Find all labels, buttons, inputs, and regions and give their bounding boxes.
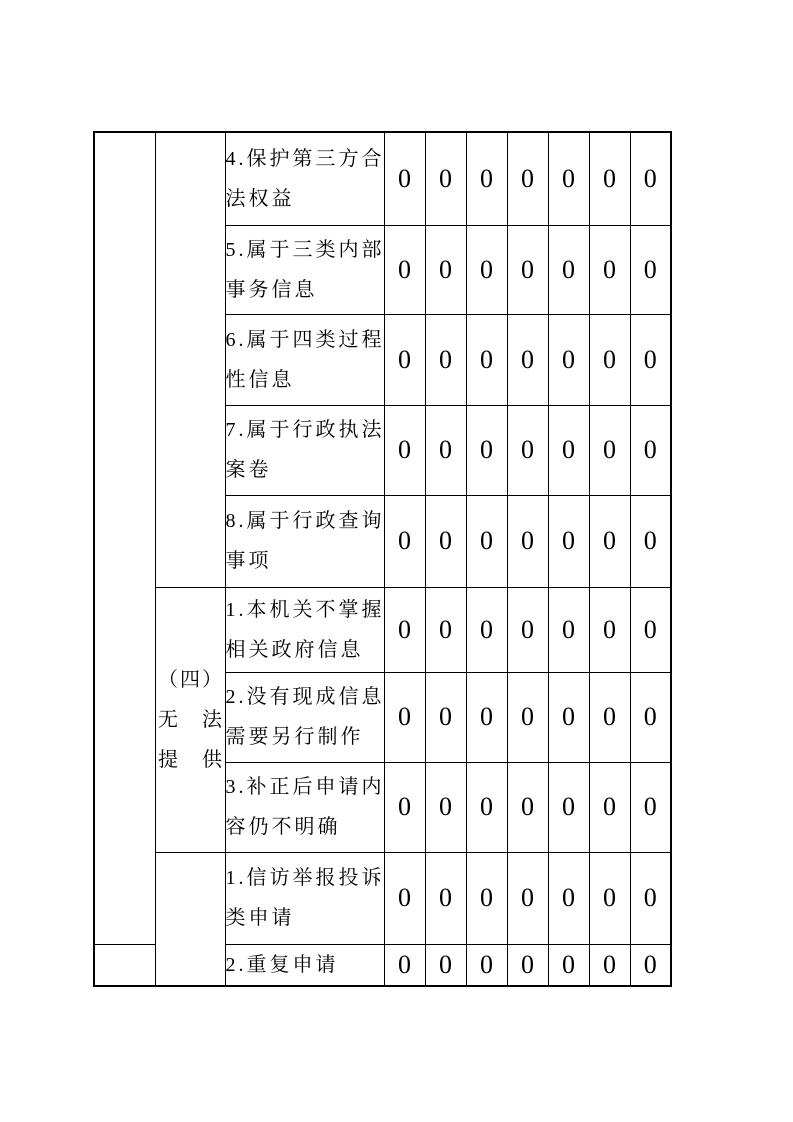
value-cell: 0 — [466, 225, 507, 314]
value-cell: 0 — [384, 314, 425, 405]
table-row — [94, 587, 671, 672]
value-cell: 0 — [630, 314, 671, 405]
value-cell: 0 — [548, 852, 589, 944]
value-cell: 0 — [630, 852, 671, 944]
group-label-cell — [155, 587, 225, 852]
row-label-line: 1.本机关不掌握 — [225, 598, 385, 621]
value-cell: 0 — [384, 944, 425, 986]
value-cell: 0 — [466, 672, 507, 762]
value-cell: 0 — [507, 405, 548, 495]
row-label-line: 事务信息 — [225, 278, 318, 301]
value-cell: 0 — [589, 132, 630, 225]
value-cell: 0 — [384, 225, 425, 314]
value-cell: 0 — [507, 132, 548, 225]
row-label-cell — [225, 944, 384, 986]
row-label-cell — [225, 405, 384, 495]
value-cell: 0 — [548, 762, 589, 852]
row-label-line: 性信息 — [225, 368, 295, 391]
value-cell: 0 — [425, 944, 466, 986]
row-label-cell — [225, 672, 384, 762]
value-cell: 0 — [630, 762, 671, 852]
group-label-line: 提供 — [158, 748, 222, 771]
value-cell: 0 — [548, 405, 589, 495]
row-label-line: 相关政府信息 — [225, 638, 364, 661]
value-cell: 0 — [384, 495, 425, 587]
group-cell-empty-upper — [155, 132, 225, 587]
value-cell: 0 — [384, 852, 425, 944]
table-row — [94, 852, 671, 944]
row-label-line: 8.属于行政查询 — [225, 510, 385, 532]
row-label-line: 1.信访举报投诉 — [225, 867, 385, 889]
value-cell: 0 — [425, 762, 466, 852]
value-cell: 0 — [384, 587, 425, 672]
row-label-line: 2.没有现成信息 — [225, 686, 385, 708]
value-cell: 0 — [589, 225, 630, 314]
value-cell: 0 — [425, 495, 466, 587]
value-cell: 0 — [507, 852, 548, 944]
value-cell: 0 — [384, 672, 425, 762]
value-cell: 0 — [466, 132, 507, 225]
value-cell: 0 — [507, 672, 548, 762]
outer-category-cell-empty — [94, 132, 155, 944]
value-cell: 0 — [507, 225, 548, 314]
group-cell-empty-lower — [155, 852, 225, 986]
value-cell: 0 — [466, 495, 507, 587]
row-label-cell — [225, 587, 384, 672]
value-cell: 0 — [589, 762, 630, 852]
row-label-line: 2.重复申请 — [225, 953, 339, 976]
value-cell: 0 — [466, 944, 507, 986]
value-cell: 0 — [384, 132, 425, 225]
row-label-cell — [225, 225, 384, 314]
value-cell: 0 — [384, 762, 425, 852]
row-label-line: 案卷 — [225, 459, 272, 481]
value-cell: 0 — [384, 405, 425, 495]
value-cell: 0 — [589, 587, 630, 672]
row-label-line: 5.属于三类内部 — [225, 238, 385, 261]
value-cell: 0 — [630, 587, 671, 672]
row-label-line: 法权益 — [225, 187, 295, 210]
table-row — [94, 132, 671, 225]
row-label-line: 事项 — [225, 550, 272, 572]
value-cell: 0 — [548, 495, 589, 587]
value-cell: 0 — [507, 944, 548, 986]
value-cell: 0 — [425, 852, 466, 944]
value-cell: 0 — [630, 944, 671, 986]
row-label-line: 类申请 — [225, 907, 295, 929]
value-cell: 0 — [466, 852, 507, 944]
row-label-line: 需要另行制作 — [225, 726, 364, 748]
value-cell: 0 — [589, 314, 630, 405]
value-cell: 0 — [548, 944, 589, 986]
value-cell: 0 — [589, 495, 630, 587]
value-cell: 0 — [630, 132, 671, 225]
value-cell: 0 — [425, 672, 466, 762]
value-cell: 0 — [548, 314, 589, 405]
value-cell: 0 — [589, 405, 630, 495]
value-cell: 0 — [548, 587, 589, 672]
row-label-cell — [225, 762, 384, 852]
group-label-line: 无法 — [158, 708, 222, 731]
value-cell: 0 — [589, 672, 630, 762]
row-label-cell — [225, 495, 384, 587]
row-label-line: 3.补正后申请内 — [225, 776, 385, 798]
value-cell: 0 — [507, 495, 548, 587]
report-table — [93, 131, 672, 987]
value-cell: 0 — [507, 587, 548, 672]
value-cell: 0 — [589, 852, 630, 944]
value-cell: 0 — [630, 672, 671, 762]
value-cell: 0 — [507, 314, 548, 405]
row-label-cell — [225, 852, 384, 944]
value-cell: 0 — [507, 762, 548, 852]
value-cell: 0 — [548, 132, 589, 225]
value-cell: 0 — [425, 225, 466, 314]
value-cell: 0 — [630, 405, 671, 495]
value-cell: 0 — [630, 225, 671, 314]
group-label-line: （四） — [158, 668, 222, 691]
value-cell: 0 — [466, 314, 507, 405]
value-cell: 0 — [425, 132, 466, 225]
value-cell: 0 — [466, 587, 507, 672]
value-cell: 0 — [548, 672, 589, 762]
value-cell: 0 — [466, 405, 507, 495]
row-label-line: 6.属于四类过程 — [225, 328, 385, 351]
value-cell: 0 — [425, 314, 466, 405]
outer-category-cell-empty-bottom — [94, 944, 155, 986]
row-label-cell — [225, 132, 384, 225]
value-cell: 0 — [425, 405, 466, 495]
value-cell: 0 — [466, 762, 507, 852]
value-cell: 0 — [548, 225, 589, 314]
value-cell: 0 — [425, 587, 466, 672]
row-label-line: 7.属于行政执法 — [225, 419, 385, 441]
value-cell: 0 — [589, 944, 630, 986]
row-label-line: 容仍不明确 — [225, 816, 341, 838]
row-label-line: 4.保护第三方合 — [225, 147, 385, 170]
row-label-cell — [225, 314, 384, 405]
value-cell: 0 — [630, 495, 671, 587]
